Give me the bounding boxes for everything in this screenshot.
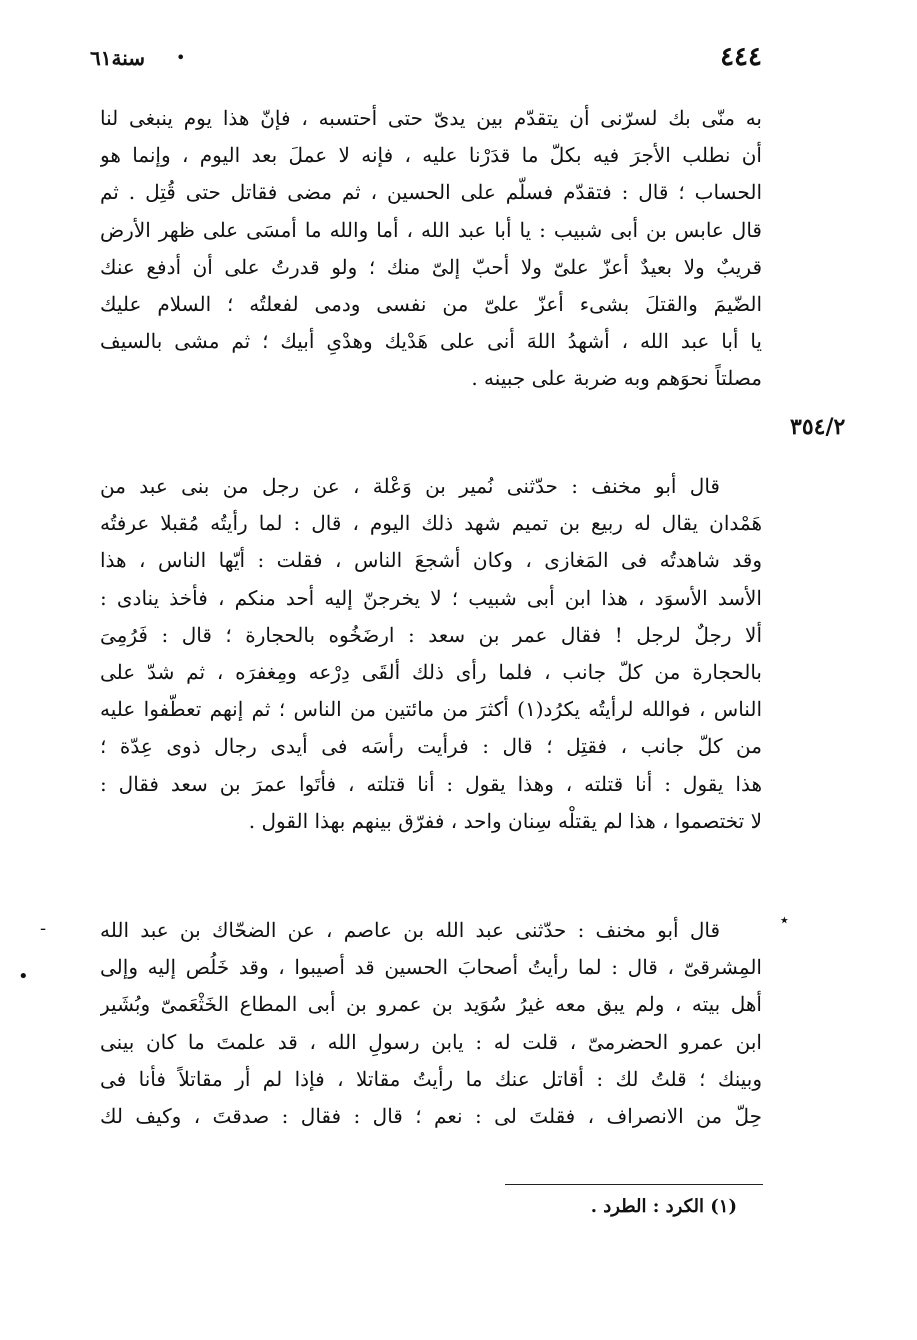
text-line: من كلّ جانب ، فقتِل ؛ قال : فرأيت رأسَه فى أيدى رجال ذوى عِدّة ؛ (100, 734, 762, 759)
text-line: قال عابس بن أبى شبيب : يا أبا عبد الله ، أما والله ما أمسَى على ظهر الأرض (100, 217, 762, 242)
text-line: أن نطلب الأجرَ فيه بكلّ ما قدَرْنا عليه ، فإنه لا عملَ بعد اليوم ، وإنما هو (100, 143, 762, 168)
margin-mark: - (40, 918, 47, 939)
margin-asterisk-icon: ٭ (780, 910, 789, 929)
margin-reference: ٣٥٤/٢ (790, 414, 846, 440)
header-bullet-icon: • (176, 48, 186, 67)
text-line: قريبٌ ولا بعيدٌ أعزّ علىّ ولا أحبّ إلىّ منك ؛ ولو قدرتُ على أن أدفع عنك (100, 254, 762, 279)
text-line: الحساب ؛ قال : فتقدّم فسلّم على الحسين ، ثم مضى فقاتل حتى قُتِل . ثم (100, 180, 762, 205)
footnote: (١) الكرد : الطرد . (590, 1196, 737, 1217)
text-line: الضّيمَ والقتلَ بشىء أعزّ علىّ من نفسى ودمى لفعلتُه ؛ السلام عليك (100, 292, 762, 317)
text-line: هَمْدان يقال له ربيع بن تميم شهد ذلك اليوم ، قال : لما رأيتُه مُقبلا عرفتُه (100, 511, 762, 536)
paragraph-3 (100, 912, 762, 1135)
text-line: حِلّ من الانصراف ، فقلتَ لى : نعم ؛ قال : فقال : صدقتَ ، وكيف لك (100, 1104, 762, 1129)
running-head-year: سنة٦١ (90, 46, 145, 70)
paragraph-1 (100, 100, 762, 398)
margin-dot-icon: • (18, 966, 29, 987)
text-line: بالحجارة من كلّ جانب ، فلما رأى ذلك ألقَى دِرْعه ومِغفرَه ، ثم شدّ على (100, 660, 762, 685)
text-line: مصلتاً نحوَهم وبه ضربة على جبينه . (471, 366, 762, 391)
text-line: وقد شاهدتُه فى المَغازى ، وكان أشجعَ الناس ، فقلت : أيّها الناس ، هذا (100, 548, 762, 573)
text-line: الأسد الأسوَد ، هذا ابن أبى شبيب ؛ لا يخرجنّ إليه أحد منكم ، فأخذ ينادى : (100, 585, 762, 610)
text-line: قال أبو مخنف : حدّثنى نُمير بن وَعْلة ، عن رجل من بنى عبد من (100, 474, 720, 498)
text-line: أهل بيته ، ولم يبق معه غيرُ سُوَيد بن عمرو بن أبى المطاع الخَثْعَمىّ وبُشَير (100, 992, 762, 1017)
text-line: به منّى بك لسرّنى أن يتقدّم بين يدىّ حتى أحتسبه ، فإنّ هذا يوم ينبغى لنا (100, 106, 762, 130)
text-line: الناس ، فوالله لرأيتُه يكرُد(١) أكثرَ من مائتين من الناس ؛ ثم إنهم تعطّفوا عليه (100, 697, 762, 722)
footnote-divider (505, 1184, 763, 1185)
page-header (90, 42, 762, 76)
text-line: قال أبو مخنف : حدّثنى عبد الله بن عاصم ، عن الضحّاك بن عبد الله (100, 918, 720, 942)
text-line: وبينك ؛ قلتُ لك : أقاتل عنك ما رأيتُ مقاتلا ، فإذا لم أر مقاتلاً فأنا فى (100, 1066, 762, 1091)
text-line: هذا يقول : أنا قتلته ، وهذا يقول : أنا قتلته ، فأتَوا عمرَ بن سعد فقال : (100, 771, 762, 796)
text-line: ابن عمرو الحضرمىّ ، قلت له : يابن رسولِ الله ، قد علمتَ ما كان بينى (100, 1029, 762, 1054)
paragraph-2 (100, 468, 762, 840)
text-line: ألا رجلٌ لرجل ! فقال عمر بن سعد : ارضَخُوه بالحجارة ؛ قال : فَرُمِىَ (100, 622, 762, 647)
page-number: ٤٤٤ (720, 42, 762, 72)
text-line: يا أبا عبد الله ، أشهدُ اللهَ أنى على هَدْيك وهدْىِ أبيك ؛ ثم مشى بالسيف (100, 329, 762, 354)
text-line: المِشرقىّ ، قال : لما رأيتُ أصحابَ الحسين قد أصيبوا ، وقد خَلُص إليه وإلى (100, 955, 762, 980)
text-line: لا تختصموا ، هذا لم يقتلْه سِنان واحد ، ففرّق بينهم بهذا القول . (248, 808, 762, 833)
